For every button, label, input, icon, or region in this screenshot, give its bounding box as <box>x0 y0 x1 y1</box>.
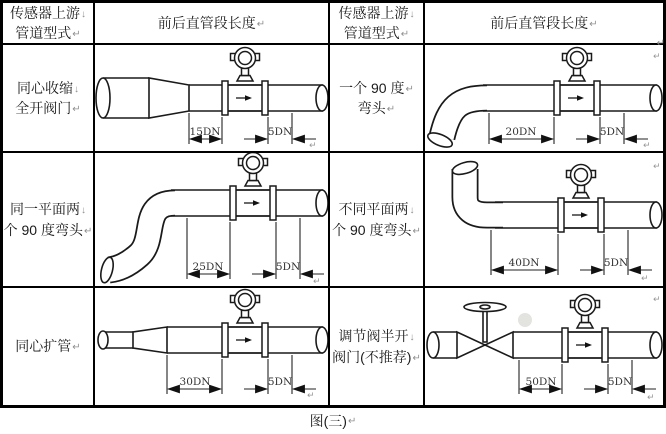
paragraph-mark: ↵ <box>405 83 414 95</box>
paragraph-mark: ↵ <box>72 29 81 40</box>
paragraph-mark: ↵ <box>72 342 81 354</box>
paragraph-mark: ↵ <box>647 393 655 403</box>
paragraph-mark: ↵ <box>653 52 661 62</box>
row1-left-label <box>3 45 95 153</box>
row3-left-label <box>3 288 95 405</box>
label-text: 同心扩管 <box>15 338 72 355</box>
pipe-break-end <box>96 78 110 118</box>
label-text: 同一平面两 <box>10 201 80 218</box>
line-break-mark: ↓ <box>74 83 79 95</box>
vortex-flowmeter-icon <box>558 165 604 233</box>
row2-left-diagram <box>95 153 330 288</box>
paragraph-mark: ↵ <box>400 29 410 40</box>
paragraph-mark: ↵ <box>589 18 598 30</box>
paragraph-mark: ↵ <box>83 225 93 237</box>
paragraph-mark: ↵ <box>653 162 661 172</box>
row1-right-diagram <box>425 45 663 153</box>
dimension-label-downstream: 5DN <box>267 126 293 138</box>
dimension-label-downstream: 5DN <box>267 376 293 388</box>
header-straight-pipe-length-right <box>425 3 663 45</box>
label-text: 个 90 度弯头 <box>332 221 412 238</box>
pipe-break-end <box>650 332 662 358</box>
header-straight-pipe-length-left <box>95 3 330 45</box>
header-text: 传感器上游 <box>338 4 409 21</box>
paragraph-mark: ↵ <box>309 141 317 151</box>
dimension-label-upstream: 25DN <box>192 261 224 273</box>
paragraph-mark: ↵ <box>653 295 661 305</box>
row2-left-label <box>3 153 95 288</box>
dimension-label-downstream: 5DN <box>607 376 633 388</box>
figure-caption <box>0 408 666 434</box>
paragraph-mark: ↵ <box>643 141 651 151</box>
pipe-break-end <box>316 327 328 353</box>
pipe-break-end <box>316 85 328 111</box>
paragraph-mark: ↵ <box>347 415 357 427</box>
label-text: 弯头 <box>357 100 386 116</box>
pipe-break-end <box>427 332 439 358</box>
paragraph-mark: ↵ <box>313 277 321 286</box>
paragraph-mark: ↵ <box>641 274 649 284</box>
row1-right-label <box>330 45 425 153</box>
diagram-half-open-valve-icon <box>425 288 663 405</box>
header-text: 管道型式 <box>343 25 400 41</box>
row1-left-diagram <box>95 45 330 153</box>
line-break-mark: ↓ <box>81 8 86 20</box>
label-text: 不同平面两 <box>338 201 409 218</box>
line-break-mark: ↓ <box>409 205 415 217</box>
line-break-mark: ↓ <box>81 205 86 217</box>
figure-caption-text: 图(三) <box>309 413 347 429</box>
paragraph-mark: ↵ <box>72 104 81 115</box>
paragraph-mark: ↵ <box>656 38 665 49</box>
pipe-break-end <box>316 190 328 216</box>
diagram-concentric-reducer-icon <box>95 45 328 151</box>
valve-body-left <box>457 332 485 358</box>
header-text: 管道型式 <box>15 25 72 41</box>
diagram-single-90-elbow-icon <box>425 45 663 151</box>
row3-right-diagram <box>425 288 663 405</box>
diagram-two-elbows-different-planes-icon <box>425 153 663 286</box>
pipe-break-end <box>98 331 108 349</box>
paragraph-mark: ↵ <box>412 225 421 237</box>
header-text: 前后直管段长度 <box>490 14 589 31</box>
header-upstream-pipe-type-left <box>3 3 95 45</box>
vortex-flowmeter-icon <box>222 290 268 358</box>
row3-right-label <box>330 288 425 405</box>
dimension-label-upstream: 30DN <box>179 376 211 388</box>
diagram-two-elbows-same-plane-icon <box>95 153 328 286</box>
dimension-label-upstream: 15DN <box>189 126 221 138</box>
vortex-flowmeter-icon <box>222 48 268 116</box>
valve-stem <box>483 310 487 342</box>
dimension-label-downstream: 5DN <box>603 257 629 269</box>
watermark-dot <box>518 313 532 327</box>
header-text: 前后直管段长度 <box>157 14 256 31</box>
dimension-label-upstream: 40DN <box>508 257 540 269</box>
header-text: 传感器上游 <box>10 4 80 21</box>
valve-body-right <box>485 332 513 358</box>
paragraph-mark: ↵ <box>307 391 315 401</box>
dimension-label-downstream: 5DN <box>275 261 301 273</box>
paragraph-mark: ↵ <box>256 18 266 30</box>
dimension-label-upstream: 50DN <box>525 376 557 388</box>
label-text: 调节阀半开 <box>338 328 409 345</box>
row2-right-label <box>330 153 425 288</box>
pipe-break-end <box>650 202 662 228</box>
reducer-cone <box>149 78 189 118</box>
pipe-break-end <box>650 85 662 111</box>
header-upstream-pipe-type-right <box>330 3 425 45</box>
paragraph-mark: ↵ <box>386 104 396 115</box>
label-text: 个 90 度弯头 <box>3 221 83 238</box>
dimension-label-downstream: 5DN <box>599 126 625 138</box>
line-break-mark: ↓ <box>409 332 415 344</box>
vortex-flowmeter-icon <box>554 48 600 116</box>
label-text: 全开阀门 <box>15 100 72 116</box>
label-text: 阀门(不推荐) <box>332 348 412 365</box>
line-break-mark: ↓ <box>409 8 415 20</box>
label-text: 一个 90 度 <box>339 79 405 96</box>
vortex-flowmeter-icon <box>562 295 608 363</box>
vortex-flowmeter-icon <box>230 153 276 220</box>
dimension-label-upstream: 20DN <box>505 126 537 138</box>
expander-cone <box>133 327 167 353</box>
row3-left-diagram <box>95 288 330 405</box>
diagram-concentric-expander-icon <box>95 288 328 405</box>
label-text: 同心收缩 <box>17 79 73 96</box>
paragraph-mark: ↵ <box>412 352 421 364</box>
row2-right-diagram <box>425 153 663 288</box>
